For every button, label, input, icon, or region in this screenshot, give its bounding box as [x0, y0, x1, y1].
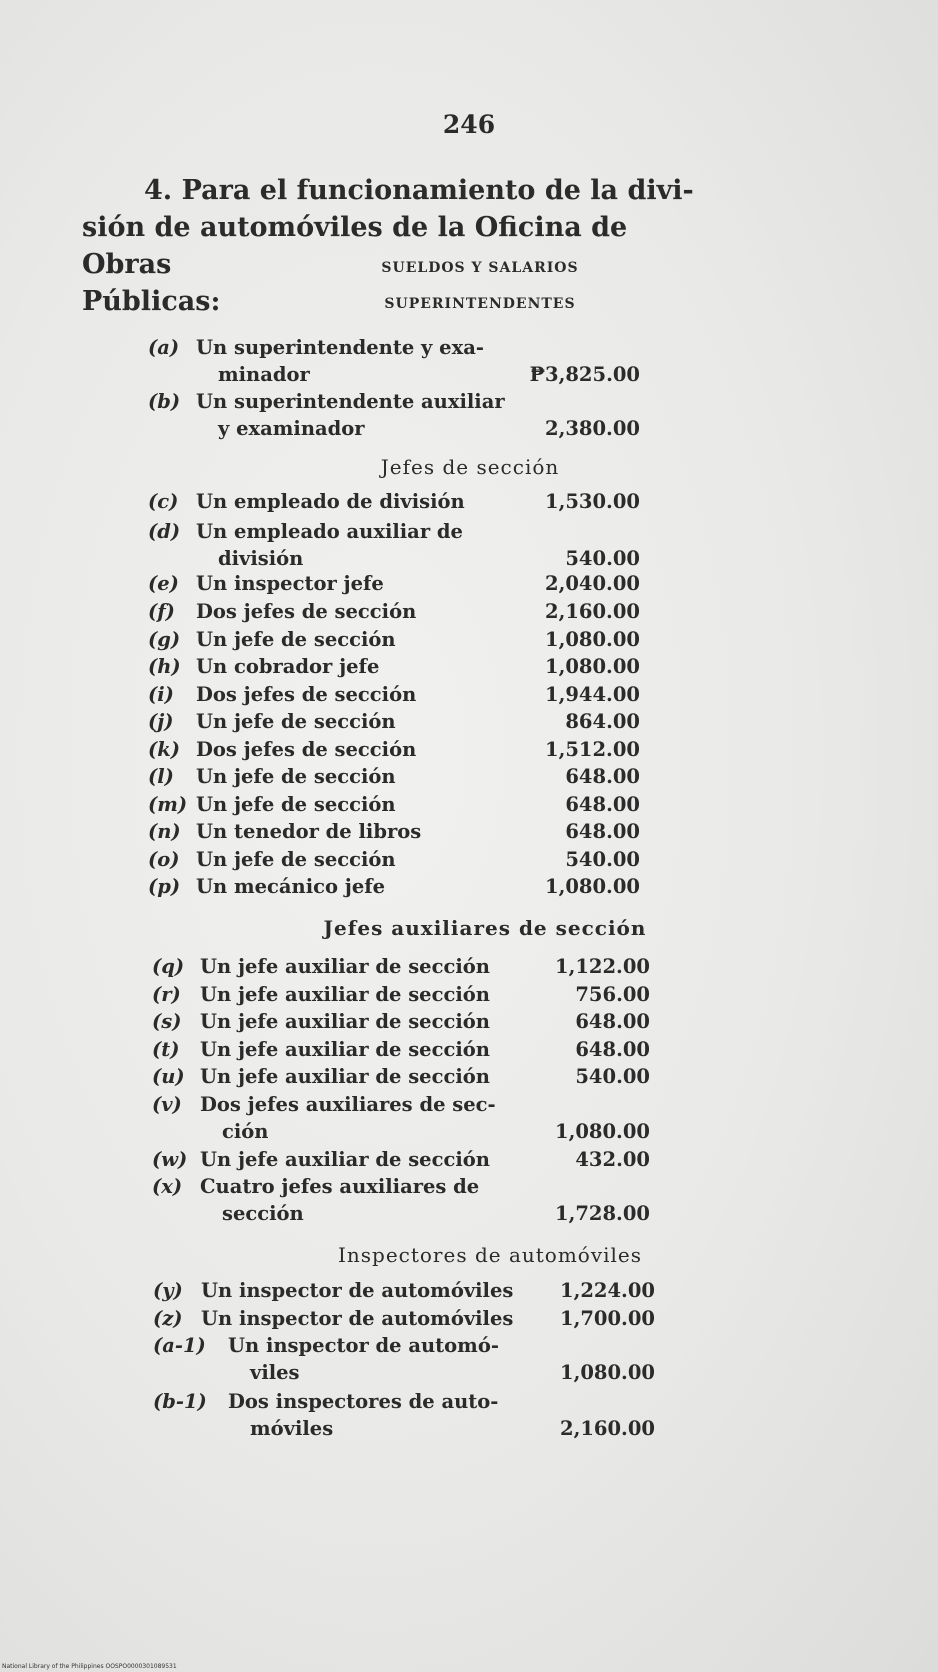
item-description: Un jefe auxiliar de sección	[200, 1010, 490, 1033]
item-description: Un jefe de sección	[196, 628, 396, 651]
item-description: Dos jefes de sección	[196, 600, 417, 623]
item-description: Un superintendente y exa-	[196, 336, 484, 359]
item-key: (m)	[148, 793, 188, 816]
item-description-continued: división	[218, 547, 304, 570]
footer-credit: National Library of the Philippines OOSPO0000301089531	[2, 1663, 177, 1670]
item-key: (o)	[148, 848, 180, 871]
item-description: Un empleado de división	[196, 490, 465, 513]
item-amount: 1,080.00	[560, 1361, 655, 1384]
item-amount: 540.00	[575, 1065, 650, 1088]
item-amount: 1,224.00	[560, 1279, 655, 1302]
item-description-continued: ción	[222, 1120, 269, 1143]
item-amount: 648.00	[575, 1010, 650, 1033]
item-key: (t)	[152, 1038, 180, 1061]
item-key: (w)	[152, 1148, 188, 1171]
item-amount: 756.00	[575, 983, 650, 1006]
item-amount: 540.00	[565, 848, 640, 871]
item-key: (u)	[152, 1065, 185, 1088]
item-amount: 648.00	[565, 765, 640, 788]
item-key: (q)	[152, 955, 185, 978]
item-key: (a)	[148, 336, 180, 359]
item-amount: 2,160.00	[545, 600, 640, 623]
item-description: Cuatro jefes auxiliares de	[200, 1175, 480, 1198]
item-key: (b)	[148, 390, 181, 413]
item-key: (l)	[148, 765, 174, 788]
item-key: (g)	[148, 628, 181, 651]
item-key: (e)	[148, 572, 179, 595]
intro-line-3: Públicas:	[82, 286, 221, 317]
item-description-continued: sección	[222, 1202, 304, 1225]
item-description: Un jefe auxiliar de sección	[200, 955, 490, 978]
item-key: (z)	[153, 1307, 183, 1330]
item-key: (k)	[148, 738, 180, 761]
item-description: Un jefe auxiliar de sección	[200, 1148, 490, 1171]
item-description-continued: viles	[250, 1361, 300, 1384]
item-key: (s)	[152, 1010, 182, 1033]
item-key: (f)	[148, 600, 175, 623]
item-key: (p)	[148, 875, 181, 898]
item-key: (j)	[148, 710, 174, 733]
item-amount: 648.00	[565, 793, 640, 816]
item-amount: 648.00	[575, 1038, 650, 1061]
item-amount: 432.00	[575, 1148, 650, 1171]
item-key: (y)	[153, 1279, 183, 1302]
item-description: Un inspector de automó-	[228, 1334, 499, 1357]
item-description: Un jefe de sección	[196, 848, 396, 871]
item-description: Un inspector jefe	[196, 572, 384, 595]
item-key: (n)	[148, 820, 181, 843]
item-amount: 1,122.00	[555, 955, 650, 978]
item-amount: 2,160.00	[560, 1417, 655, 1440]
item-key: (d)	[148, 520, 181, 543]
item-amount: 1,944.00	[545, 683, 640, 706]
item-description: Un jefe de sección	[196, 710, 396, 733]
item-amount: 1,080.00	[545, 655, 640, 678]
heading-sueldos: SUELDOS Y SALARIOS	[381, 260, 579, 276]
item-description-continued: minador	[218, 363, 310, 386]
item-amount: 1,512.00	[545, 738, 640, 761]
item-key: (i)	[148, 683, 174, 706]
item-key: (r)	[152, 983, 181, 1006]
item-description: Dos jefes de sección	[196, 738, 417, 761]
item-description: Un cobrador jefe	[196, 655, 380, 678]
item-amount: 1,530.00	[545, 490, 640, 513]
heading-jefes-auxiliares: Jefes auxiliares de sección	[323, 916, 647, 940]
intro-line-1: 4. Para el funcionamiento de la divi-	[144, 175, 694, 206]
item-description-continued: y examinador	[218, 417, 365, 440]
item-description: Un inspector de automóviles	[201, 1307, 514, 1330]
heading-superintendentes: SUPERINTENDENTES	[384, 296, 576, 312]
item-key: (c)	[148, 490, 179, 513]
item-description: Un jefe de sección	[196, 793, 396, 816]
item-amount: 2,380.00	[545, 417, 640, 440]
item-amount: 648.00	[565, 820, 640, 843]
heading-inspectores: Inspectores de automóviles	[337, 1243, 643, 1267]
item-description: Un jefe auxiliar de sección	[200, 983, 490, 1006]
item-key: (x)	[152, 1175, 183, 1198]
item-amount: 1,700.00	[560, 1307, 655, 1330]
item-key: (a-1)	[153, 1334, 206, 1357]
intro-line-2: sión de automóviles de la Oficina de Obras	[82, 212, 628, 280]
item-description: Un jefe de sección	[196, 765, 396, 788]
item-key: (v)	[152, 1093, 182, 1116]
item-description: Dos jefes auxiliares de sec-	[200, 1093, 496, 1116]
item-description-continued: móviles	[250, 1417, 334, 1440]
item-description: Un tenedor de libros	[196, 820, 422, 843]
item-amount: 540.00	[565, 547, 640, 570]
item-description: Un jefe auxiliar de sección	[200, 1038, 490, 1061]
item-amount: ₱3,825.00	[529, 363, 640, 386]
item-key: (b-1)	[153, 1390, 207, 1413]
item-description: Un inspector de automóviles	[201, 1279, 514, 1302]
item-amount: 2,040.00	[545, 572, 640, 595]
page-number: 246	[442, 110, 496, 139]
item-description: Dos jefes de sección	[196, 683, 417, 706]
item-amount: 1,728.00	[555, 1202, 650, 1225]
item-description: Un mecánico jefe	[196, 875, 386, 898]
item-amount: 1,080.00	[545, 628, 640, 651]
item-description: Dos inspectores de auto-	[228, 1390, 499, 1413]
item-amount: 864.00	[565, 710, 640, 733]
item-amount: 1,080.00	[555, 1120, 650, 1143]
item-amount: 1,080.00	[545, 875, 640, 898]
item-description: Un empleado auxiliar de	[196, 520, 463, 543]
heading-jefes-seccion: Jefes de sección	[380, 455, 560, 479]
item-description: Un jefe auxiliar de sección	[200, 1065, 490, 1088]
item-description: Un superintendente auxiliar	[196, 390, 505, 413]
item-key: (h)	[148, 655, 181, 678]
